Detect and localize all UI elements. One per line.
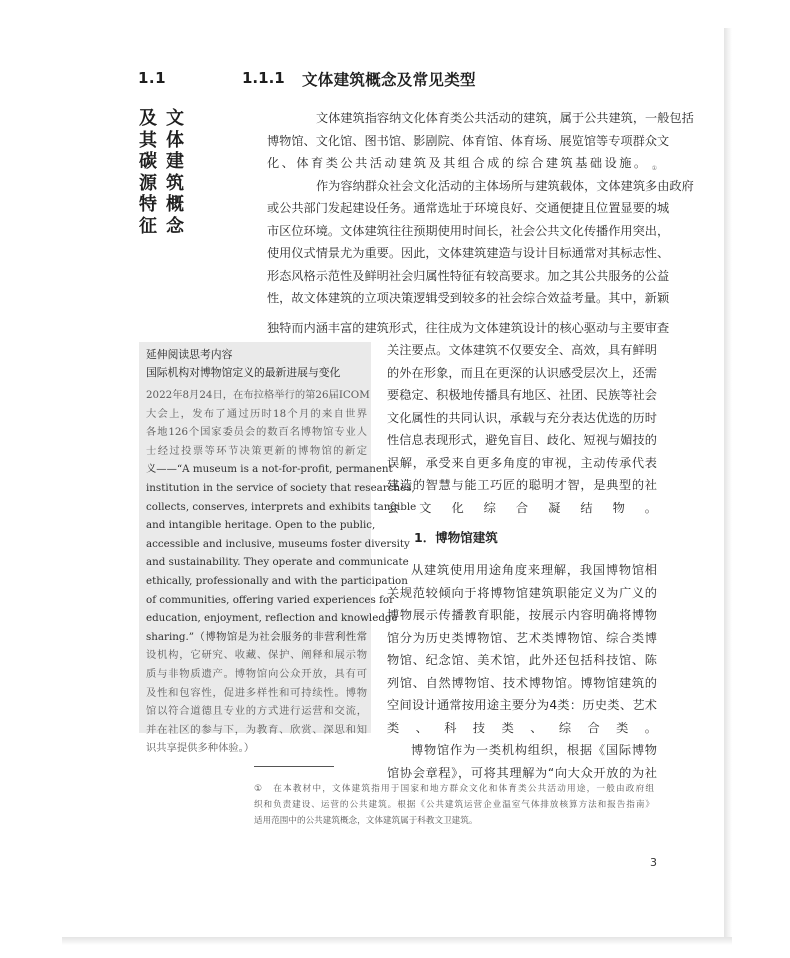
text-line: 关注要点。文体建筑不仅要安全、高效，具有鲜明 <box>387 343 657 357</box>
sidebar-line: 义——“A museum is a not-for-profit, permanent <box>146 463 393 476</box>
sidebar-subheading: 国际机构对博物馆定义的最新进展与变化 <box>146 366 341 379</box>
sidebar-line: accessible and inclusive, museums foster diversity <box>146 537 410 550</box>
footnote-mark: ① <box>254 784 264 794</box>
text-line: 性，故文体建筑的立项决策逻辑受到较多的社会综合效益考量。其中，新颖 <box>267 291 670 305</box>
footnote <box>254 782 654 829</box>
text-line: 文体建筑指容纳文化体育类公共活动的建筑，属于公共建筑，一般包括 <box>316 111 694 125</box>
text-line: 化、体育类公共活动建筑及其组合成的综合建筑基础设施。 ① <box>267 156 657 172</box>
footnote-reference: ① <box>651 165 657 172</box>
text-line: 要稳定、积极地传播具有地区、社团、民族等社会 <box>387 388 657 402</box>
sidebar-line: 识共享提供多种体验。） <box>146 742 255 755</box>
text-line: 使用仪式情景尤为重要。因此，文体建筑建造与设计目标通常对其标志性、 <box>267 246 670 260</box>
text-line: 物馆、纪念馆、美术馆，此外还包括科技馆、陈 <box>387 653 657 667</box>
sidebar-text <box>146 386 417 758</box>
sidebar-line: sharing.”（博物馆是为社会服务的非营利性常 <box>146 630 367 643</box>
footnote-divider <box>254 766 334 767</box>
sidebar-line: 士经过投票等环节决策更新的博物馆的新定 <box>146 444 367 457</box>
text-line: 性信息表现形式，避免盲目、歧化、短视与媚技的 <box>387 433 657 447</box>
sidebar-line: and sustainability. They operate and communicate <box>146 556 409 569</box>
sidebar-line: 大会上，发布了通过历时18个月的来自世界 <box>146 407 367 420</box>
text-line: 关规范较倾向于将博物馆建筑职能定义为广义的 <box>387 585 657 600</box>
section-title: 文体建筑概念及常见类型 <box>302 71 476 89</box>
text-line: 的外在形象，而且在更深的认识感受层次上，还需 <box>387 365 657 380</box>
text-line: 类、科技类、综合类。 <box>387 720 657 735</box>
sidebar-line: 各地126个国家委员会的数百名博物馆专业人 <box>146 426 367 439</box>
chapter-title-column-1: 文体建筑概念 <box>166 108 184 237</box>
sidebar-line: 质与非物质遗产。博物馆向公众开放，具有可 <box>146 667 367 680</box>
text-line: 文化属性的共同认识，承载与充分表达优选的历时 <box>387 410 657 425</box>
text-line: 误解，承受来自更多角度的审视，主动传承代表 <box>387 455 657 470</box>
text-line: 独特而内涵丰富的建筑形式，往往成为文体建筑设计的核心驱动与主要审查 <box>267 321 670 335</box>
footnote-line: ① 在本教材中，文体建筑指用于国家和地方群众文化和体育类公共活动用途，一般由政府组 <box>254 784 654 794</box>
text-line: 从建筑使用用途角度来理解，我国博物馆相 <box>411 563 657 577</box>
book-page <box>62 28 724 937</box>
body-paragraph-1 <box>267 107 694 310</box>
text-line: 作为容纳群众社会文化活动的主体场所与建筑载体，文体建筑多由政府 <box>316 178 694 193</box>
chapter-title-column-2: 及其碳源特征 <box>139 108 157 237</box>
sidebar-line: ethically, professionally and with the participation <box>146 574 408 587</box>
sidebar-heading: 延伸阅读思考内容 <box>146 348 233 361</box>
sidebar-line: collects, conserves, interprets and exhibits tangible <box>146 500 417 513</box>
sidebar-line: of communities, offering varied experiences for <box>146 593 395 606</box>
body-paragraph-2-continuation <box>387 339 657 784</box>
sidebar-line: education, enjoyment, reflection and knowledge <box>146 612 398 625</box>
text-line: 馆分为历史类博物馆、艺术类博物馆、综合类博 <box>387 630 657 645</box>
section-number: 1.1.1 <box>242 69 285 87</box>
text-line: 形态风格示范性及鲜明社会归属性特征有较高要求。加之其公共服务的公益 <box>267 268 670 283</box>
text-line: 列馆、自然博物馆、技术博物馆。博物馆建筑的 <box>387 675 657 690</box>
page-number: 3 <box>650 856 657 869</box>
footnote-line: 适用范围中的公共建筑概念，文体建筑属于科教文卫建筑。 <box>254 815 478 826</box>
text-line: 建造的智慧与能工巧匠的聪明才智，是典型的社 <box>387 478 657 492</box>
text-line: 会文化综合凝结物。 <box>387 500 657 515</box>
text-line: 空间设计通常按用途主要分为4类：历史类、艺术 <box>387 698 657 712</box>
text-line: 馆协会章程》，可将其理解为“向大众开放的为社 <box>387 765 657 780</box>
page-shadow-right <box>724 28 732 943</box>
sidebar-line: 2022年8月24日，在布拉格举行的第26届ICOM <box>146 389 370 401</box>
text-line: 市区位环境。文体建筑往往预期使用时间长，社会公共文化传播作用突出， <box>267 223 670 238</box>
text-line: 或公共部门发起建设任务。通常选址于环境良好、交通便捷且位置显要的城 <box>267 201 670 215</box>
sidebar-line: 馆以符合道德且专业的方式进行运营和交流， <box>146 705 367 718</box>
sidebar-line: 设机构，它研究、收藏、保护、阐释和展示物 <box>146 649 367 662</box>
sidebar-line: 及性和包容性，促进多样性和可持续性。博物 <box>146 686 367 699</box>
page-shadow-bottom <box>62 937 732 945</box>
text-line: 博物馆作为一类机构组织，根据《国际博物 <box>411 743 657 757</box>
text-line: 博物馆、文化馆、图书馆、影剧院、体育馆、体育场、展览馆等专项群众文 <box>267 133 670 148</box>
body-paragraph-2-line <box>267 317 670 340</box>
sidebar-line: institution in the service of society that researches, <box>146 481 415 494</box>
chapter-number: 1.1 <box>138 69 167 87</box>
museum-subheading: 1．博物馆建筑 <box>414 530 498 545</box>
text-line: 博物展示传播教育职能，按展示内容明确将博物 <box>387 608 657 622</box>
footnote-line: 织和负责建设、运营的公共建筑。根据《公共建筑运营企业温室气体排放核算方法和报告指南》 <box>254 799 654 810</box>
sidebar-line: 并在社区的参与下，为教育、欣赏、深思和知 <box>146 723 367 736</box>
sidebar-line: and intangible heritage. Open to the public, <box>146 519 376 532</box>
